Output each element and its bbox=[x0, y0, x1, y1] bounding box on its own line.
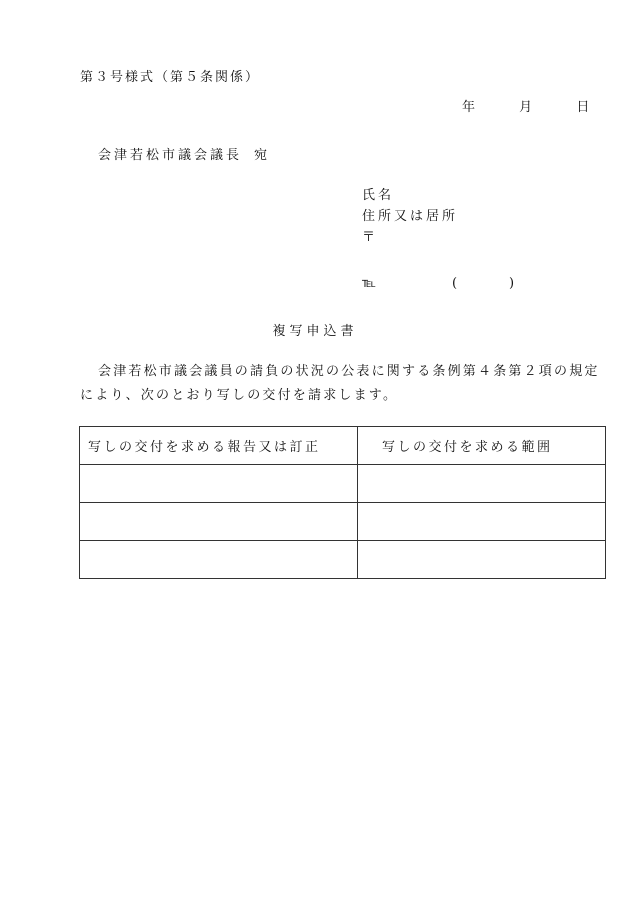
applicant-block bbox=[362, 185, 458, 248]
table-cell-range[interactable] bbox=[358, 541, 606, 579]
table-cell-range[interactable] bbox=[358, 465, 606, 503]
table-row bbox=[80, 503, 606, 541]
date-month-label: 月 bbox=[519, 100, 533, 115]
address-label: 住所又は居所 bbox=[362, 209, 459, 224]
table-header-report: 写しの交付を求める報告又は訂正 bbox=[80, 427, 358, 465]
table-cell-report[interactable] bbox=[80, 541, 358, 579]
request-body-text: 会津若松市議会議員の請負の状況の公表に関する条例第４条第２項の規定により、次のとおり写しの交付を請求します。 bbox=[80, 364, 600, 403]
table-cell-report[interactable] bbox=[80, 503, 358, 541]
addressee-suffix: 宛 bbox=[254, 148, 271, 163]
tel-paren-open: ( bbox=[451, 276, 458, 291]
date-year-label: 年 bbox=[462, 100, 476, 115]
tel-icon: ℡ bbox=[362, 276, 376, 291]
table-header-range: 写しの交付を求める範囲 bbox=[358, 427, 606, 465]
addressee bbox=[98, 144, 270, 163]
addressee-name: 会津若松市議会議長 bbox=[98, 148, 243, 163]
document-title: 複写申込書 bbox=[272, 324, 358, 339]
table-row bbox=[80, 541, 606, 579]
postal-mark: 〒 bbox=[362, 230, 379, 245]
request-table bbox=[79, 426, 606, 579]
date-line bbox=[462, 96, 589, 115]
name-label: 氏名 bbox=[362, 188, 395, 203]
date-day-label: 日 bbox=[576, 100, 590, 115]
form-number: 第３号様式（第５条関係） bbox=[80, 70, 261, 85]
table-cell-report[interactable] bbox=[80, 465, 358, 503]
tel-line bbox=[362, 276, 514, 291]
table-header-row bbox=[80, 427, 606, 465]
table-cell-range[interactable] bbox=[358, 503, 606, 541]
table-row bbox=[80, 465, 606, 503]
tel-paren-close: ) bbox=[509, 276, 515, 291]
